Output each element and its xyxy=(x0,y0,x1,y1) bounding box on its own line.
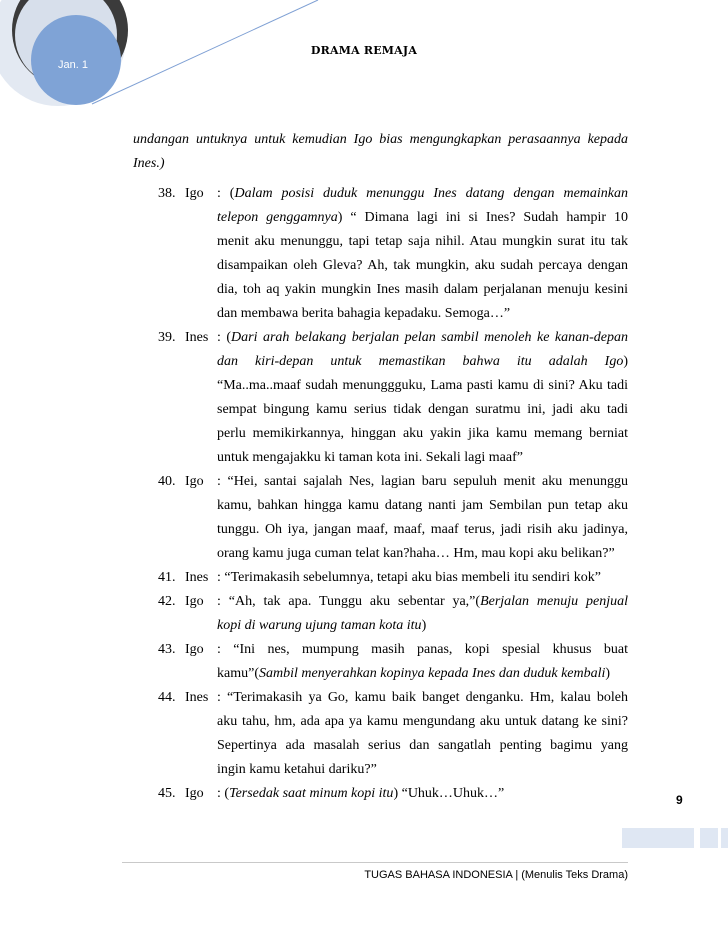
entry-line: Sepertinya ada masalah serius dan sangatlah penting bagimu yang xyxy=(217,738,628,753)
entry-text xyxy=(217,782,628,806)
entry-line: untuk mengajakku ki taman kota ini. Sekali lagi maaf” xyxy=(217,450,523,465)
entry-line: : (Dalam posisi duduk menunggu Ines datang dengan memainkan xyxy=(217,186,628,201)
entry-line: : “Ah, tak apa. Tunggu aku sebentar ya,”(Berjalan menuju penjual xyxy=(217,594,628,609)
entry-line: “Ma..ma..maaf sudah menunggguku, Lama pasti kamu di sini? Aku tadi xyxy=(217,378,628,393)
page-header-title: DRAMA REMAJA xyxy=(310,44,418,57)
entry-line: disampaikan oleh Gleva? Ah, tak mungkin, aku sudah percaya dengan xyxy=(217,258,628,273)
footer-bar-graphic xyxy=(622,826,728,850)
dialogue-entry xyxy=(133,686,628,782)
entry-speaker: Igo xyxy=(185,474,204,489)
stage-direction: kopi di warung ujung taman kota itu xyxy=(217,618,422,633)
entry-speaker: Ines xyxy=(185,330,209,345)
entry-speaker: Ines xyxy=(185,690,209,705)
entry-number: 38. xyxy=(158,186,176,201)
entry-line: : (Tersedak saat minum kopi itu) “Uhuk…Uhuk…” xyxy=(217,786,505,801)
entry-text xyxy=(217,470,628,566)
entry-line: aku tahu, hm, ada apa ya kamu mengundang aku untuk datang ke sini? xyxy=(217,714,628,729)
entry-text xyxy=(217,590,628,638)
stage-direction: Dari arah belakang berjalan pelan sambil menoleh ke kanan-depan xyxy=(231,330,628,345)
intro-line: undangan untuknya untuk kemudian Igo bias mengungkapkan perasaannya kepada xyxy=(133,132,628,147)
entry-line: : “Terimakasih ya Go, kamu baik banget denganku. Hm, kalau boleh xyxy=(217,690,628,705)
stage-direction: Berjalan menuju penjual xyxy=(480,594,628,609)
entry-number: 42. xyxy=(158,594,176,609)
entry-line: telepon genggamnya) “ Dimana lagi ini si Ines? Sudah hampir 10 xyxy=(217,210,629,225)
dialogue-entry xyxy=(133,590,628,638)
entry-line: : “Terimakasih sebelumnya, tetapi aku bias membeli itu sendiri kok” xyxy=(217,570,601,585)
entry-line: dan kiri-depan untuk memastikan bahwa itu adalah Igo) xyxy=(217,354,628,369)
entry-line: perlu memikirkannya, hinggan aku yakin jika kamu memang berniat xyxy=(217,426,628,441)
entry-speaker: Ines xyxy=(185,570,209,585)
entry-line: tunggu. Oh iya, jangan maaf, maaf, maaf terus, jadi risih aku jadinya, xyxy=(217,522,628,537)
entry-number: 40. xyxy=(158,474,176,489)
entry-line: : “Hei, santai sajalah Nes, lagian baru sepuluh menit aku menunggu xyxy=(217,474,628,489)
entry-text xyxy=(217,566,628,590)
intro-paragraph xyxy=(133,128,628,176)
entry-number: 44. xyxy=(158,690,176,705)
dialogue-list xyxy=(133,182,628,806)
entry-number: 45. xyxy=(158,786,176,801)
entry-text xyxy=(217,182,628,326)
page-number: 9 xyxy=(676,793,683,807)
intro-line: Ines.) xyxy=(133,156,165,171)
dialogue-entry xyxy=(133,566,628,590)
footer-rule xyxy=(122,862,628,863)
dialogue-entry xyxy=(133,782,628,806)
entry-line: kamu, bahkan hingga kamu datang nanti jam Sembilan pun tetap aku xyxy=(217,498,628,513)
entry-text xyxy=(217,326,628,470)
entry-speaker: Igo xyxy=(185,786,204,801)
entry-line: : (Dari arah belakang berjalan pelan sambil menoleh ke kanan-depan xyxy=(217,330,628,345)
entry-speaker: Igo xyxy=(185,642,204,657)
dialogue-entry xyxy=(133,182,628,326)
entry-line: kopi di warung ujung taman kota itu) xyxy=(217,618,427,633)
date-badge: Jan. 1 xyxy=(58,59,88,71)
entry-number: 41. xyxy=(158,570,176,585)
entry-number: 39. xyxy=(158,330,176,345)
entry-line: sempat bingung kamu serius tidak dengan suratmu ini, jadi aku tadi xyxy=(217,402,628,417)
entry-text xyxy=(217,638,628,686)
stage-direction: Sambil menyerahkan kopinya kepada Ines dan duduk kembali xyxy=(258,666,606,681)
entry-text xyxy=(217,686,628,782)
stage-direction: Tersedak saat minum kopi itu xyxy=(229,786,394,801)
dialogue-entry xyxy=(133,638,628,686)
dialogue-entry xyxy=(133,470,628,566)
entry-speaker: Igo xyxy=(185,186,204,201)
entry-line: kamu”(Sambil menyerahkan kopinya kepada Ines dan duduk kembali) xyxy=(217,666,611,681)
stage-direction: Dalam posisi duduk menunggu Ines datang dengan memainkan xyxy=(234,186,628,201)
entry-line: dia, toh aq yakin mungkin Ines masih dalam perjalanan menuju kesini xyxy=(217,282,628,297)
entry-line: : “Ini nes, mumpung masih panas, kopi spesial khusus buat xyxy=(217,642,628,657)
entry-speaker: Igo xyxy=(185,594,204,609)
footer-text: TUGAS BAHASA INDONESIA | (Menulis Teks Drama) xyxy=(364,869,628,881)
stage-direction: telepon genggamnya xyxy=(217,210,338,225)
dialogue-entry xyxy=(133,326,628,470)
stage-direction: dan kiri-depan untuk memastikan bahwa itu adalah Igo xyxy=(217,354,624,369)
entry-line: menit aku menunggu, tapi tetap saja nihil. Atau mungkin surat itu tak xyxy=(217,234,628,249)
entry-number: 43. xyxy=(158,642,176,657)
entry-line: dan membawa berita bahagia kepadaku. Semoga…” xyxy=(217,306,511,321)
entry-line: ingin kamu ketahui dariku?” xyxy=(217,762,377,777)
entry-line: orang kamu juga cuman telat kan?haha… Hm, mau kopi aku belikan?” xyxy=(217,546,615,561)
document-body xyxy=(133,128,628,806)
